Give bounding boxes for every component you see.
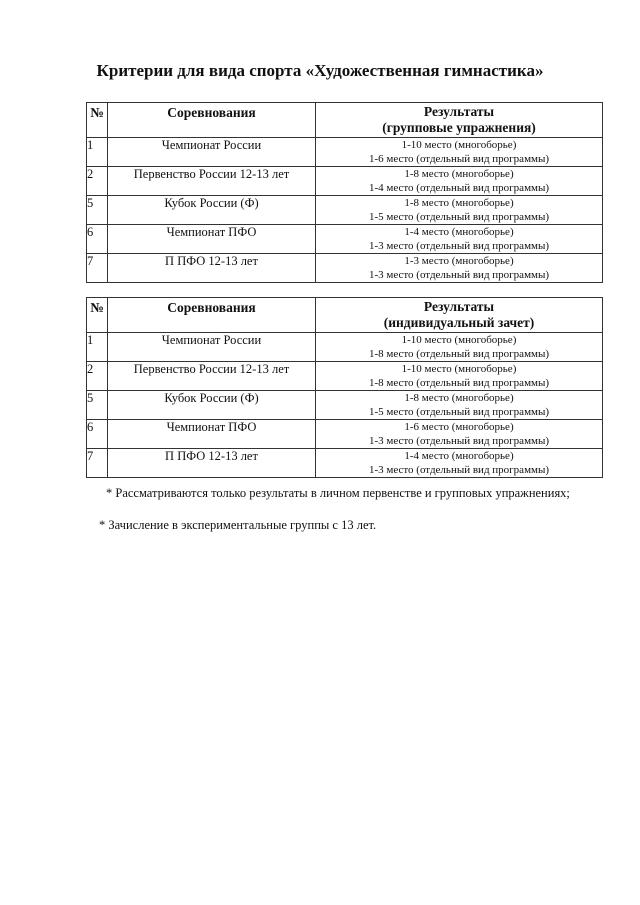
result-all-around: 1-6 место (многоборье) (404, 421, 514, 433)
table-row (87, 449, 603, 478)
row-number: 1 (87, 333, 108, 362)
row-competition: Чемпионат России (108, 333, 316, 362)
row-results (316, 449, 603, 478)
footnote-enrollment: * Зачисление в экспериментальные группы с 13 лет. (99, 518, 377, 532)
header-number: № (87, 103, 108, 138)
row-results (316, 391, 603, 420)
row-competition: Первенство России 12-13 лет (108, 167, 316, 196)
row-number: 2 (87, 362, 108, 391)
table-row (87, 333, 603, 362)
row-number: 6 (87, 225, 108, 254)
result-all-around: 1-3 место (многоборье) (404, 255, 514, 267)
individual-table (86, 297, 603, 478)
group-exercises-table (86, 102, 603, 283)
result-apparatus: 1-3 место (отдельный вид программы) (368, 269, 550, 281)
row-number: 5 (87, 196, 108, 225)
header-competitions: Соревнования (108, 103, 316, 138)
row-results (316, 196, 603, 225)
header-competitions: Соревнования (108, 298, 316, 333)
row-competition: Первенство России 12-13 лет (108, 362, 316, 391)
result-apparatus: 1-6 место (отдельный вид программы) (368, 153, 550, 165)
row-number: 1 (87, 138, 108, 167)
result-all-around: 1-8 место (многоборье) (404, 197, 514, 209)
header-results-title: Результаты (423, 299, 495, 314)
row-number: 7 (87, 449, 108, 478)
row-results (316, 138, 603, 167)
table-row (87, 138, 603, 167)
footnote-results: * Рассматриваются только результаты в личном первенстве и групповых упражнениях; (106, 486, 570, 500)
result-all-around: 1-8 место (многоборье) (404, 392, 514, 404)
result-all-around: 1-4 место (многоборье) (404, 226, 514, 238)
row-competition: Чемпионат ПФО (108, 420, 316, 449)
table-row (87, 167, 603, 196)
result-apparatus: 1-3 место (отдельный вид программы) (368, 435, 550, 447)
row-results (316, 167, 603, 196)
table-row (87, 225, 603, 254)
row-competition: Кубок России (Ф) (108, 391, 316, 420)
row-number: 6 (87, 420, 108, 449)
result-all-around: 1-8 место (многоборье) (404, 168, 514, 180)
result-apparatus: 1-5 место (отдельный вид программы) (368, 406, 550, 418)
table-row (87, 362, 603, 391)
row-number: 7 (87, 254, 108, 283)
table-row (87, 254, 603, 283)
table-row (87, 420, 603, 449)
row-results (316, 225, 603, 254)
row-results (316, 333, 603, 362)
result-apparatus: 1-8 место (отдельный вид программы) (368, 348, 550, 360)
header-results-subtitle: (индивидуальный зачет) (383, 315, 535, 330)
result-apparatus: 1-3 место (отдельный вид программы) (368, 240, 550, 252)
row-competition: П ПФО 12-13 лет (108, 449, 316, 478)
row-results (316, 254, 603, 283)
header-number: № (87, 298, 108, 333)
result-apparatus: 1-4 место (отдельный вид программы) (368, 182, 550, 194)
result-all-around: 1-10 место (многоборье) (401, 363, 517, 375)
result-all-around: 1-10 место (многоборье) (401, 334, 517, 346)
table-row (87, 391, 603, 420)
header-results (316, 103, 603, 138)
header-results-subtitle: (групповые упражнения) (382, 120, 536, 135)
row-results (316, 362, 603, 391)
table-header-row (87, 103, 603, 138)
result-apparatus: 1-3 место (отдельный вид программы) (368, 464, 550, 476)
document-title: Критерии для вида спорта «Художественная гимнастика» (96, 61, 544, 80)
row-competition: Чемпионат ПФО (108, 225, 316, 254)
table-header-row (87, 298, 603, 333)
table-row (87, 196, 603, 225)
row-competition: Кубок России (Ф) (108, 196, 316, 225)
header-results-title: Результаты (423, 104, 495, 119)
row-number: 5 (87, 391, 108, 420)
row-results (316, 420, 603, 449)
result-all-around: 1-4 место (многоборье) (404, 450, 514, 462)
row-competition: П ПФО 12-13 лет (108, 254, 316, 283)
result-all-around: 1-10 место (многоборье) (401, 139, 517, 151)
result-apparatus: 1-5 место (отдельный вид программы) (368, 211, 550, 223)
header-results (316, 298, 603, 333)
row-number: 2 (87, 167, 108, 196)
result-apparatus: 1-8 место (отдельный вид программы) (368, 377, 550, 389)
row-competition: Чемпионат России (108, 138, 316, 167)
